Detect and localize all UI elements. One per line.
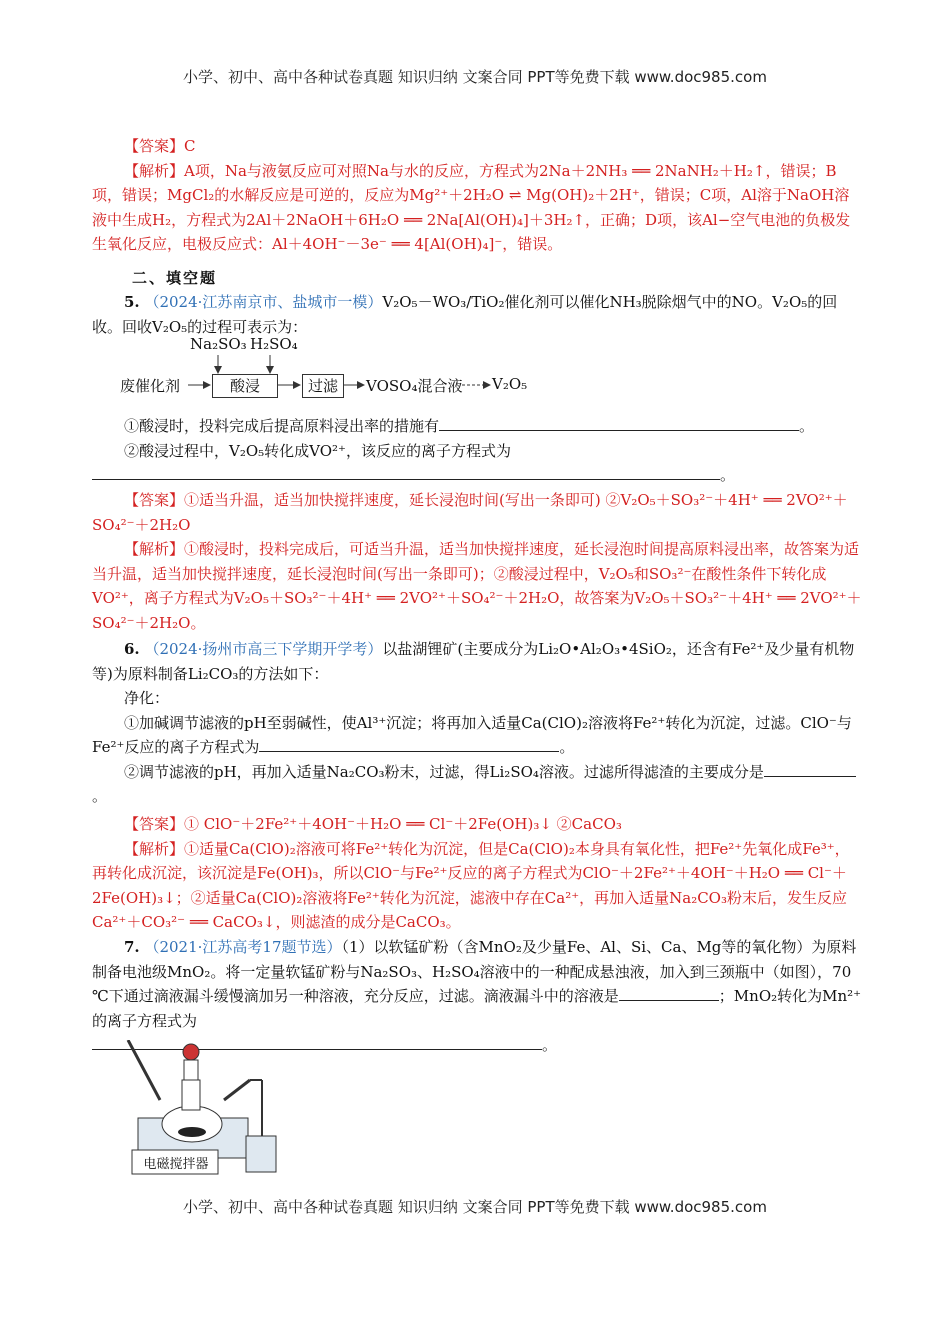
reagent-h2so4: H₂SO₄	[250, 335, 298, 353]
q5-answer-block	[92, 488, 862, 635]
analysis-text: ①酸浸时，投料完成后，可适当升温，适当加快搅拌速度，延长浸泡时间提高原料浸出率，故答案为适当升温，适当加快搅拌速度，延长浸泡时间(写出一条即可)；②酸浸过程中，V₂O₅和SO₃²⁻在酸性条件下转化成VO²⁺，离子方程式为V₂O₅＋SO₃²⁻＋4H⁺ ══ 2VO²⁺＋SO₄²⁻＋2H₂O，故答案为V₂O₅＋SO₃²⁻＋4H⁺ ══ 2VO²⁺＋SO₄²⁻＋2H₂O。	[92, 540, 862, 632]
apparatus-diagram	[120, 1040, 290, 1180]
reagent-na2so3: Na₂SO₃	[190, 335, 247, 353]
question-stem: （1）以软锰矿粉（含MnO₂及少量Fe、Al、Si、Ca、Mg等的氧化物）为原料制备电池级MnO₂。将一定量软锰矿粉与Na₂SO₃、H₂SO₄溶液中的一种配成悬浊液，加入到三颈瓶中（如图），70 ℃下通过滴液漏斗缓慢滴加另一种溶液，充分反应，过滤。滴液漏斗中的溶液是	[92, 938, 857, 1005]
page-footer: 小学、初中、高中各种试卷真题 知识归纳 文案合同 PPT等免费下载 www.doc985.com	[183, 1198, 767, 1216]
section-title: 二、填空题	[132, 269, 218, 287]
analysis-text: ①适量Ca(ClO)₂溶液可将Fe²⁺转化为沉淀，但是Ca(ClO)₂本身具有氧化性，把Fe²⁺先氧化成Fe³⁺，再转化成沉淀，该沉淀是Fe(OH)₃，所以ClO⁻与Fe²⁺反应的离子方程式为ClO⁻＋2Fe²⁺＋4OH⁻＋H₂O ══ Cl⁻＋2Fe(OH)₃↓；②适量Ca(ClO)₂溶液将Fe²⁺转化为沉淀，滤液中存在Ca²⁺，再加入适量Na₂CO₃粉末后，发生反应Ca²⁺＋CO₃²⁻ ══ CaCO₃↓，则滤渣的成分是CaCO₃。	[92, 839, 850, 931]
q6-stem	[92, 637, 862, 809]
q5-stem	[92, 290, 862, 339]
analysis-label: 【解析】	[124, 161, 185, 180]
page-header: 小学、初中、高中各种试卷真题 知识归纳 文案合同 PPT等免费下载 www.doc985.com	[183, 68, 767, 86]
answer-text: ① ClO⁻＋2Fe²⁺＋4OH⁻＋H₂O ══ Cl⁻＋2Fe(OH)₃↓ ②CaCO₃	[184, 815, 622, 833]
analysis-label: 【解析】	[124, 540, 185, 558]
subquestion-1: ①加碱调节滤液的pH至弱碱性，使Al³⁺沉淀；将再加入适量Ca(ClO)₂溶液将Fe²⁺转化为沉淀，过滤。ClO⁻与Fe²⁺反应的离子方程式为	[92, 713, 852, 756]
question-stem: V₂O₅－WO₃/TiO₂催化剂可以催化NH₃脱除烟气中的NO。V₂O₅的回收。回收V₂O₅的过程可表示为：	[92, 293, 838, 336]
question-source: （2024·扬州市高三下学期开学考）	[144, 640, 383, 658]
question-source: （2024·江苏南京市、盐城市一模）	[144, 293, 383, 311]
period: 。	[542, 1036, 558, 1054]
period: 。	[92, 787, 108, 805]
question-stem-cont: ；MnO₂转化为Mn²⁺的离子方程式为	[92, 987, 862, 1030]
answer-label: 【答案】	[124, 137, 185, 155]
answer-blank	[92, 463, 720, 480]
flow-step-acid-leach: 酸浸	[212, 374, 278, 398]
analysis-label: 【解析】	[124, 839, 185, 858]
subquestion-2: ②调节滤液的pH，再加入适量Na₂CO₃粉末，过滤，得Li₂SO₄溶液。过滤所得滤渣的主要成分是	[124, 762, 764, 781]
analysis-text: A项，Na与液氨反应可对照Na与水的反应，方程式为2Na＋2NH₃ ══ 2NaNH₂＋H₂↑，错误；B项，错误；MgCl₂的水解反应是可逆的，反应为Mg²⁺＋2H₂O ⇌ Mg(OH)₂＋2H⁺，错误；C项，Al溶于NaOH溶液中生成H₂，方程式为2Al＋2NaOH＋6H₂O ══ 2Na[Al(OH)₄]＋3H₂↑，正确；D项，该Al−空气电池的负极发生氧化反应，电极反应式：Al＋4OH⁻－3e⁻ ══ 4[Al(OH)₄]⁻，错误。	[92, 161, 851, 253]
answer-text: ①适当升温，适当加快搅拌速度，延长浸泡时间(写出一条即可) ②V₂O₅＋SO₃²⁻＋4H⁺ ══ 2VO²⁺＋SO₄²⁻＋2H₂O	[92, 491, 848, 534]
question-number: 5.	[124, 293, 140, 311]
period: 。	[559, 738, 575, 756]
answer-label: 【答案】	[124, 815, 185, 833]
answer-blank	[259, 735, 559, 752]
flow-step-filter: 过滤	[302, 374, 344, 398]
q6-answer-block	[92, 812, 862, 935]
flow-final: V₂O₅	[492, 375, 528, 393]
subquestion-1: ①酸浸时，投料完成后提高原料浸出率的措施有	[124, 417, 440, 435]
subquestion-2: ②酸浸过程中，V₂O₅转化成VO²⁺，该反应的离子方程式为	[124, 441, 511, 460]
question-number: 7.	[124, 938, 140, 956]
q4-answer-block	[92, 134, 862, 257]
purify-label: 净化：	[124, 689, 170, 707]
answer-blank	[764, 760, 856, 777]
question-source: （2021·江苏高考17题节选）	[144, 938, 342, 956]
period: 。	[720, 466, 736, 484]
period: 。	[799, 417, 815, 435]
answer-label: 【答案】	[124, 491, 185, 509]
answer-text: C	[184, 137, 196, 155]
answer-blank	[439, 414, 799, 431]
flow-product: VOSO₄混合液	[366, 377, 463, 395]
answer-blank	[619, 984, 719, 1001]
process-flow-diagram	[120, 333, 540, 405]
question-stem: 以盐湖锂矿(主要成分为Li₂O•Al₂O₃•4SiO₂，还含有Fe²⁺及少量有机物等)为原料制备Li₂CO₃的方法如下：	[92, 640, 855, 683]
stirrer-label: 电磁搅拌器	[143, 1157, 209, 1172]
question-number: 6.	[124, 640, 140, 658]
flow-start: 废催化剂	[120, 377, 181, 395]
q5-subquestions	[92, 414, 862, 488]
